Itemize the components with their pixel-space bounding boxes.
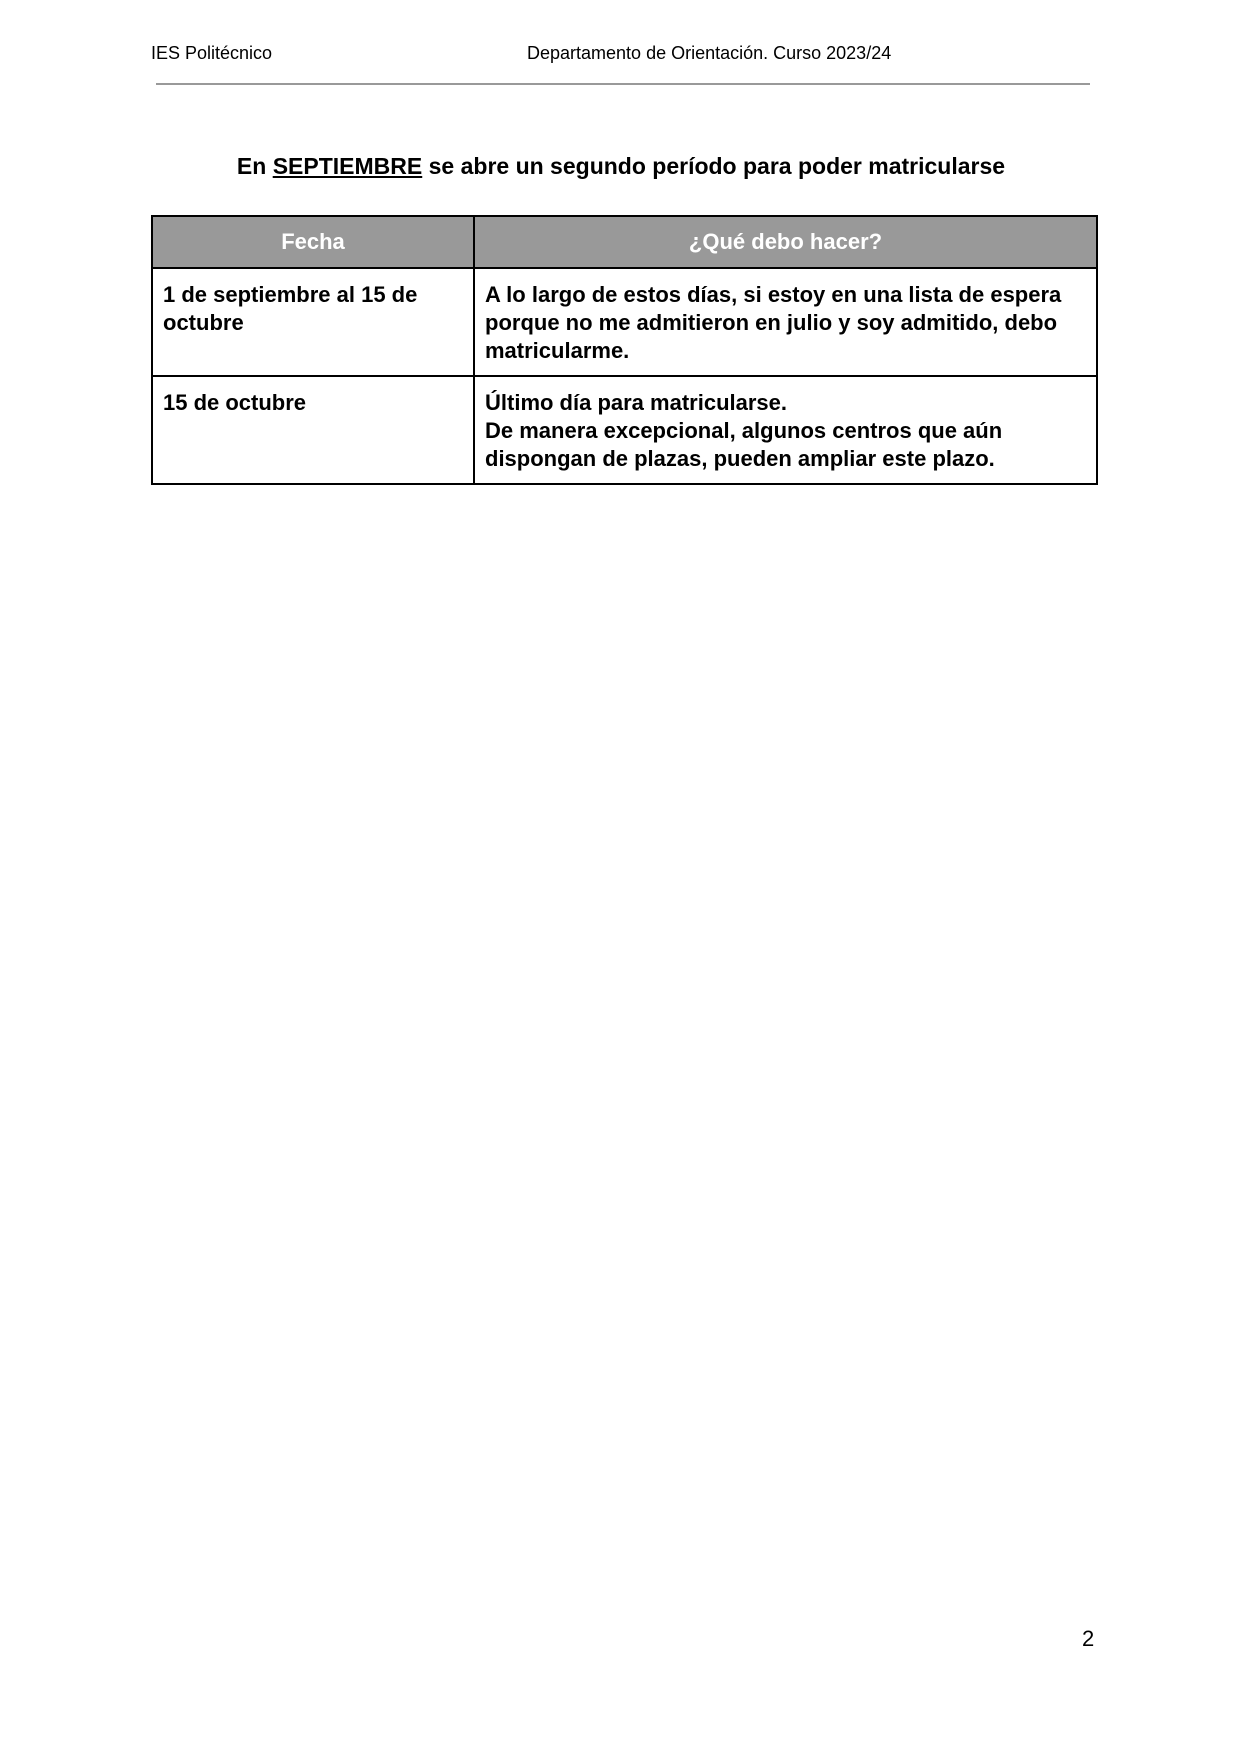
action-line: De manera excepcional, algunos centros que aún dispongan de plazas, pueden ampliar este plazo. (485, 418, 1003, 471)
table-row (152, 376, 1097, 484)
row-action-cell (474, 376, 1097, 484)
enrollment-schedule-table (151, 215, 1098, 485)
column-header-date: Fecha (152, 216, 474, 268)
table-header-row (152, 216, 1097, 268)
row-action-cell (474, 268, 1097, 376)
page-title (0, 152, 1242, 180)
title-highlight: SEPTIEMBRE (272, 153, 423, 179)
action-line: A lo largo de estos días, si estoy en una lista de espera porque no me admitieron en julio y soy admitido, debo matricularme. (485, 282, 1062, 363)
header-school-name: IES Politécnico (151, 43, 273, 63)
title-prefix: En (236, 153, 273, 179)
title-suffix: se abre un segundo período para poder matricularse (422, 153, 1006, 179)
column-header-action: ¿Qué debo hacer? (474, 216, 1097, 268)
row-date-cell: 15 de octubre (152, 376, 474, 484)
header-divider (156, 83, 1090, 85)
action-line: Último día para matricularse. (485, 390, 787, 415)
row-date-cell: 1 de septiembre al 15 de octubre (152, 268, 474, 376)
page-number: 2 (1082, 1626, 1095, 1651)
table-row (152, 268, 1097, 376)
header-department: Departamento de Orientación. Curso 2023/24 (527, 43, 892, 63)
